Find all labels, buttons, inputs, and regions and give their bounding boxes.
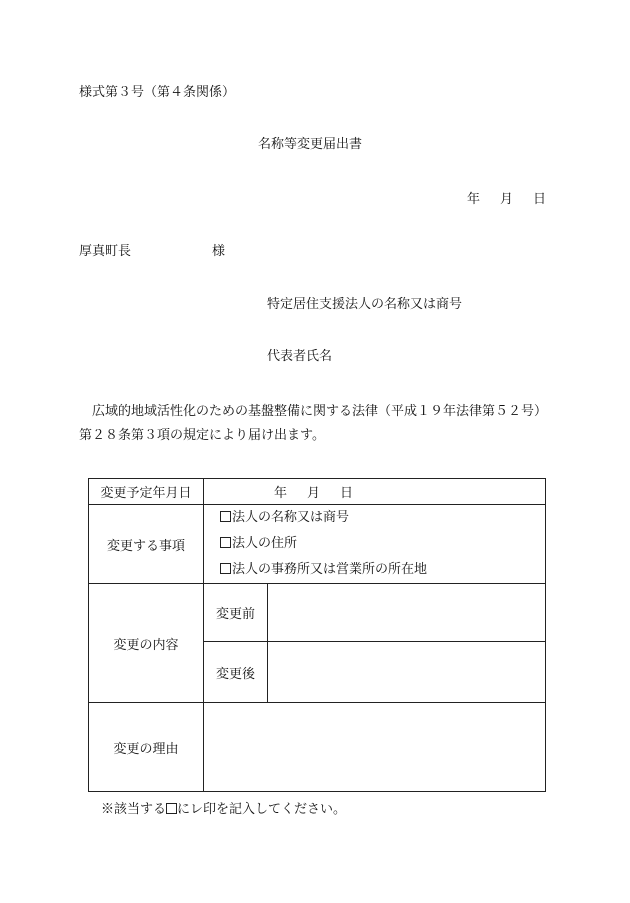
checkbox-icon[interactable] [220,511,231,522]
form-number: 様式第３号（第４条関係） [79,85,236,100]
scheduled-date-year: 年 [274,486,288,501]
scheduled-date-day: 日 [340,486,354,501]
addressee: 厚真町長 [79,244,132,259]
checkbox-item[interactable] [220,557,545,583]
honorific: 様 [212,244,226,259]
checkbox-list [204,505,546,584]
checkbox-label: 法人の事務所又は営業所の所在地 [232,562,428,577]
checkbox-item[interactable] [220,531,545,557]
reason-label: 変更の理由 [89,703,204,792]
table-row [89,479,546,505]
date-day-label: 日 [533,192,547,207]
after-label: 変更後 [204,642,268,703]
checkbox-item[interactable] [220,505,545,531]
checkbox-icon[interactable] [220,563,231,574]
table-row [89,703,546,792]
footnote [101,803,346,816]
scheduled-date-field[interactable] [204,479,546,505]
change-form-table [88,478,546,792]
table-row [89,505,546,584]
content-label: 変更の内容 [89,584,204,703]
body-text-line-2: 第２８条第３項の規定により届け出ます。 [79,428,325,443]
footnote-suffix: にレ印を記入してください。 [177,802,347,817]
checkbox-icon[interactable] [220,537,231,548]
scheduled-date-label: 変更予定年月日 [89,479,204,505]
date-year-label: 年 [467,192,481,207]
representative-name-label: 代表者氏名 [267,349,333,364]
footnote-prefix: ※該当する [101,802,167,817]
corporation-name-label: 特定居住支援法人の名称又は商号 [267,297,463,312]
table-row [89,584,546,642]
after-field[interactable] [268,642,546,703]
items-label: 変更する事項 [89,505,204,584]
checkbox-icon [166,803,177,814]
checkbox-label: 法人の住所 [232,536,298,551]
date-month-label: 月 [500,192,514,207]
document-title: 名称等変更届出書 [258,137,363,152]
checkbox-label: 法人の名称又は商号 [232,510,350,525]
before-label: 変更前 [204,584,268,642]
before-field[interactable] [268,584,546,642]
reason-field[interactable] [204,703,546,792]
body-text-line-1: 広域的地域活性化のための基盤整備に関する法律（平成１９年法律第５２号） [92,404,548,419]
scheduled-date-month: 月 [307,486,321,501]
